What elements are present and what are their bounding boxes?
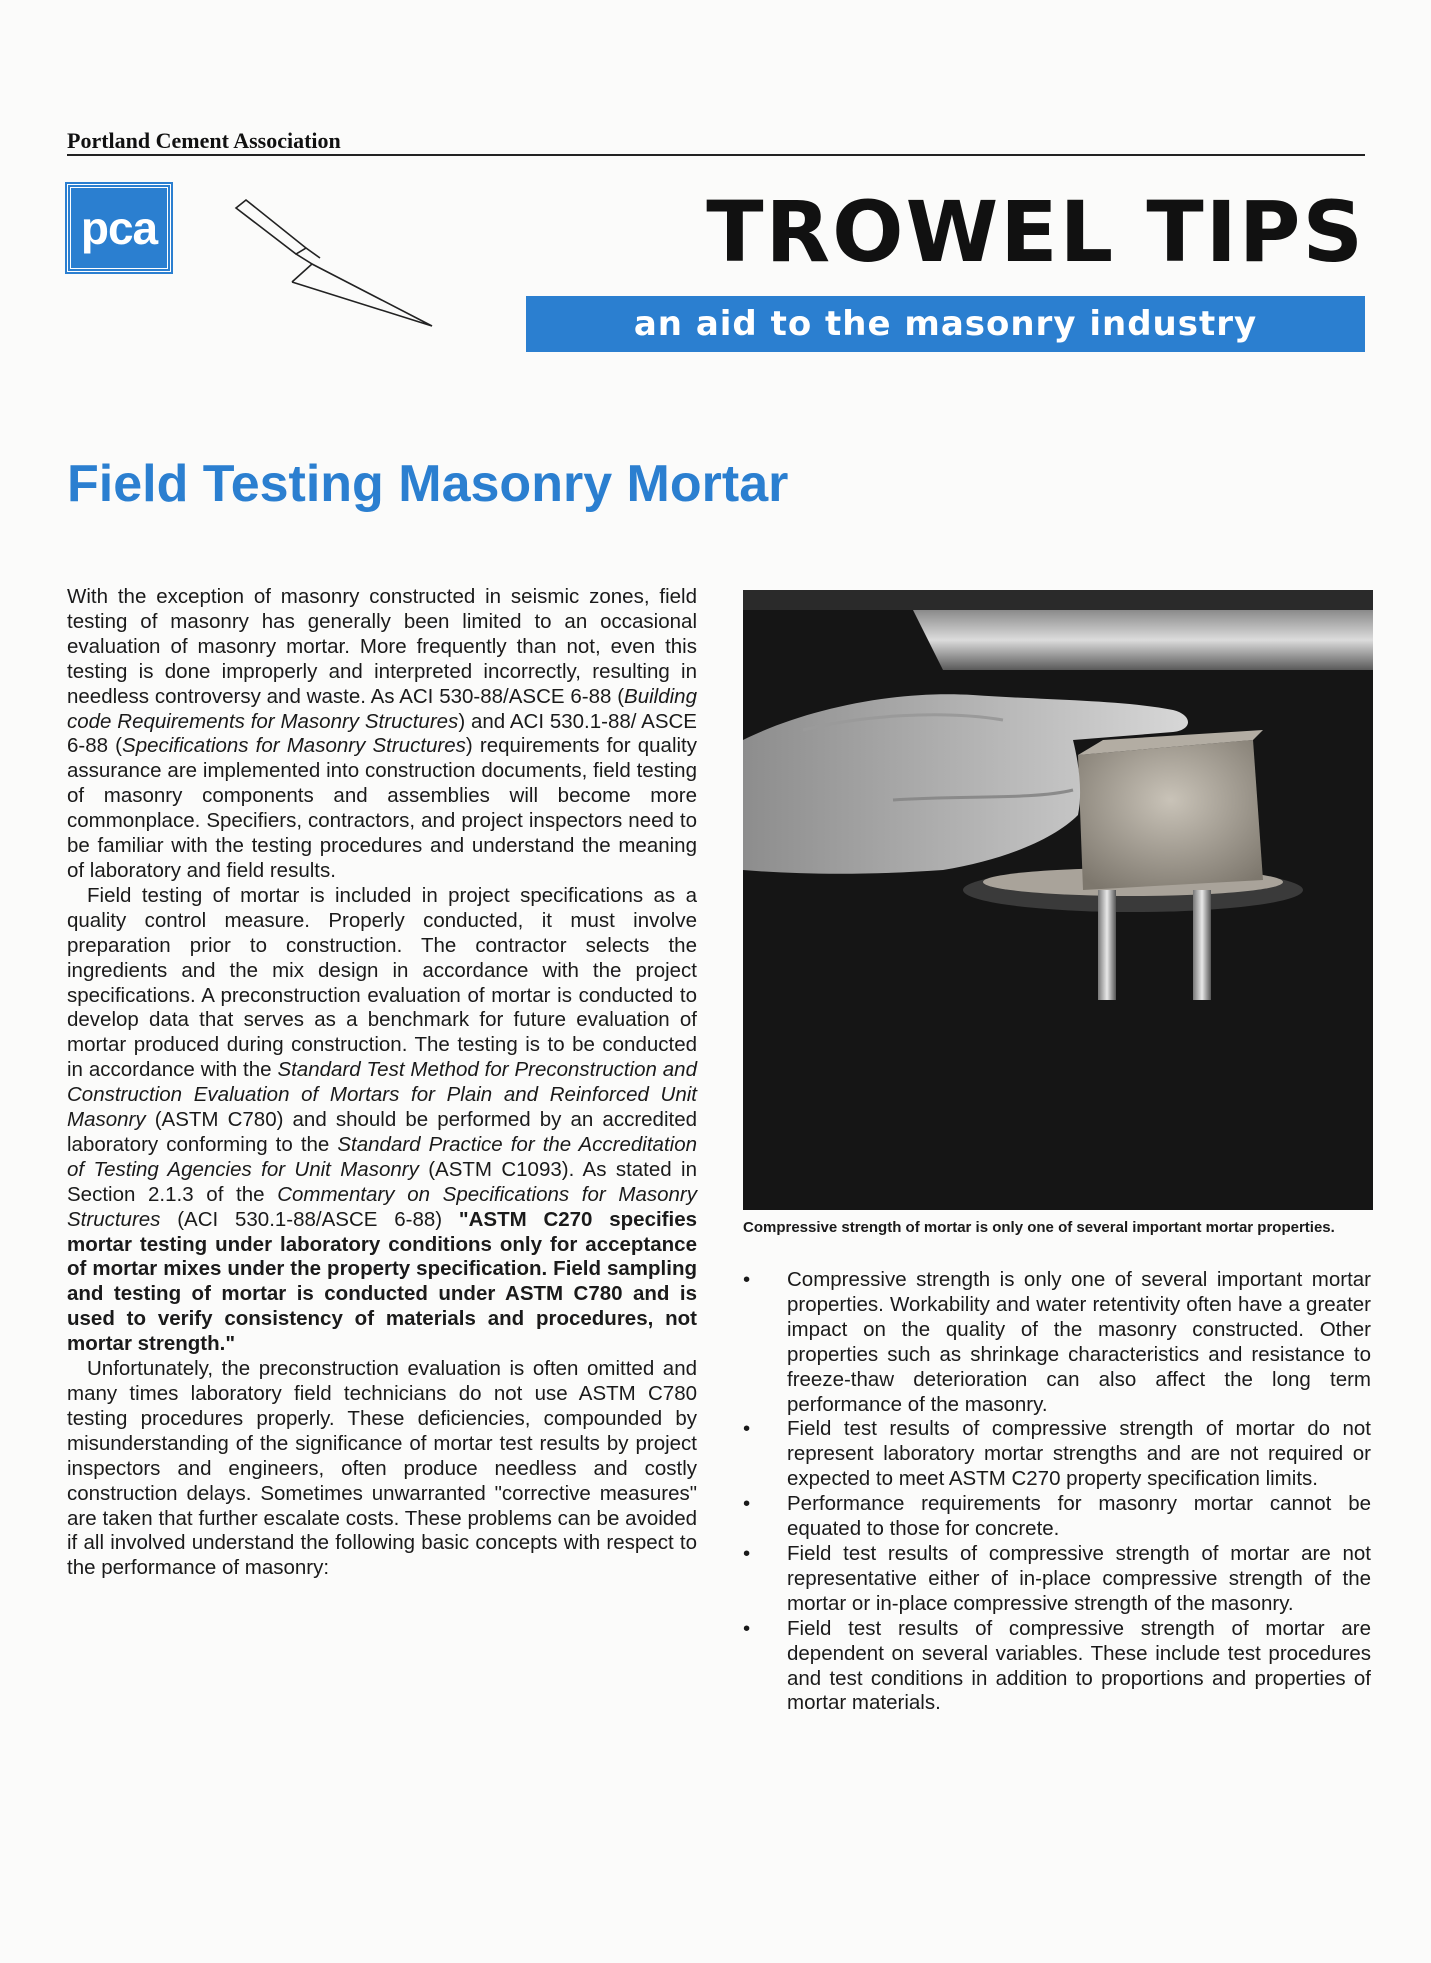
- paragraph-1: With the exception of masonry constructed in seismic zones, field testing of masonry has generally been limited to an occasional evaluation of masonry mortar. More frequently than not, even this testing is done improperly and interpreted incorrectly, resulting in needless controversy and waste. As ACI 530-88/ASCE 6-88 (Building code Requirements for Masonry Structures) and ACI 530.1-88/ ASCE 6-88 (Specifications for Masonry Structures) requirements for quality assurance are implemented into construction documents, field testing of masonry components and assemblies will become more commonplace. Specifiers, contractors, and project inspectors need to be familiar with the testing procedures and understand the meaning of laboratory and field results.: [67, 585, 697, 882]
- paragraph-2: Field testing of mortar is included in project specifications as a quality control measure. Properly conducted, it must involve preparation prior to construction. The contractor selects the ingredients and the mix design in accordance with the project specifications. A preconstruction evaluation of mortar is conducted to develop data that serves as a benchmark for future evaluation of mortar produced during construction. The testing is to be conducted in accordance with the Standard Test Method for Preconstruction and Construction Evaluation of Mortars for Plain and Reinforced Unit Masonry (ASTM C780) and should be performed by an accredited laboratory conforming to the Standard Practice for the Accreditation of Testing Agencies for Unit Masonry (ASTM C1093). As stated in Section 2.1.3 of the Commentary on Specifications for Masonry Structures (ACI 530.1-88/ASCE 6-88) "ASTM C270 specifies mortar testing under laboratory conditions only for acceptance of mortar mixes under the property specification. Field sampling and testing of mortar is conducted under ASTM C780 and is used to verify consistency of materials and procedures, not mortar strength.": [67, 883, 697, 1356]
- list-item: • Field test results of compressive strength of mortar are dependent on several variables. These include test procedures and test conditions in addition to proportions and properties of mortar materials.: [743, 1616, 1371, 1715]
- key-concepts-list: [743, 1268, 1371, 1716]
- list-item: • Compressive strength is only one of several important mortar properties. Workability and water retentivity often have a greater impact on the quality of the masonry constructed. Other properties such as shrinkage characteristics and resistance to freeze-thaw deterioration can also affect the long term performance of the masonry.: [743, 1268, 1371, 1416]
- pca-logo: pca: [67, 184, 171, 272]
- mortar-cube-photo: [743, 590, 1373, 1210]
- trowel-icon: [232, 196, 442, 336]
- article-body: [67, 585, 697, 1581]
- masthead-subtitle: an aid to the masonry industry: [526, 296, 1365, 352]
- list-item: • Performance requirements for masonry mortar cannot be equated to those for concrete.: [743, 1492, 1371, 1541]
- photo-caption: Compressive strength of mortar is only one of several important mortar properties.: [743, 1219, 1335, 1236]
- org-name: Portland Cement Association: [67, 128, 341, 153]
- header-rule: [67, 154, 1365, 156]
- list-item: • Field test results of compressive strength of mortar do not represent laboratory mortar strengths and are not required or expected to meet ASTM C270 property specification limits.: [743, 1417, 1371, 1491]
- list-item: • Field test results of compressive strength of mortar are not representative either of in-place compressive strength of the mortar or in-place compressive strength of the masonry.: [743, 1541, 1371, 1615]
- masthead-title: TROWEL TIPS: [706, 183, 1365, 281]
- article-title: Field Testing Masonry Mortar: [67, 455, 789, 513]
- paragraph-3: Unfortunately, the preconstruction evaluation is often omitted and many times laboratory field technicians do not use ASTM C780 testing procedures properly. These deficiencies, compounded by misunderstanding of the significance of mortar test results by project inspectors and engineers, often produce needless and costly construction delays. Sometimes unwarranted "corrective measures" are taken that further escalate costs. These problems can be avoided if all involved understand the following basic concepts with respect to the performance of masonry:: [67, 1357, 697, 1580]
